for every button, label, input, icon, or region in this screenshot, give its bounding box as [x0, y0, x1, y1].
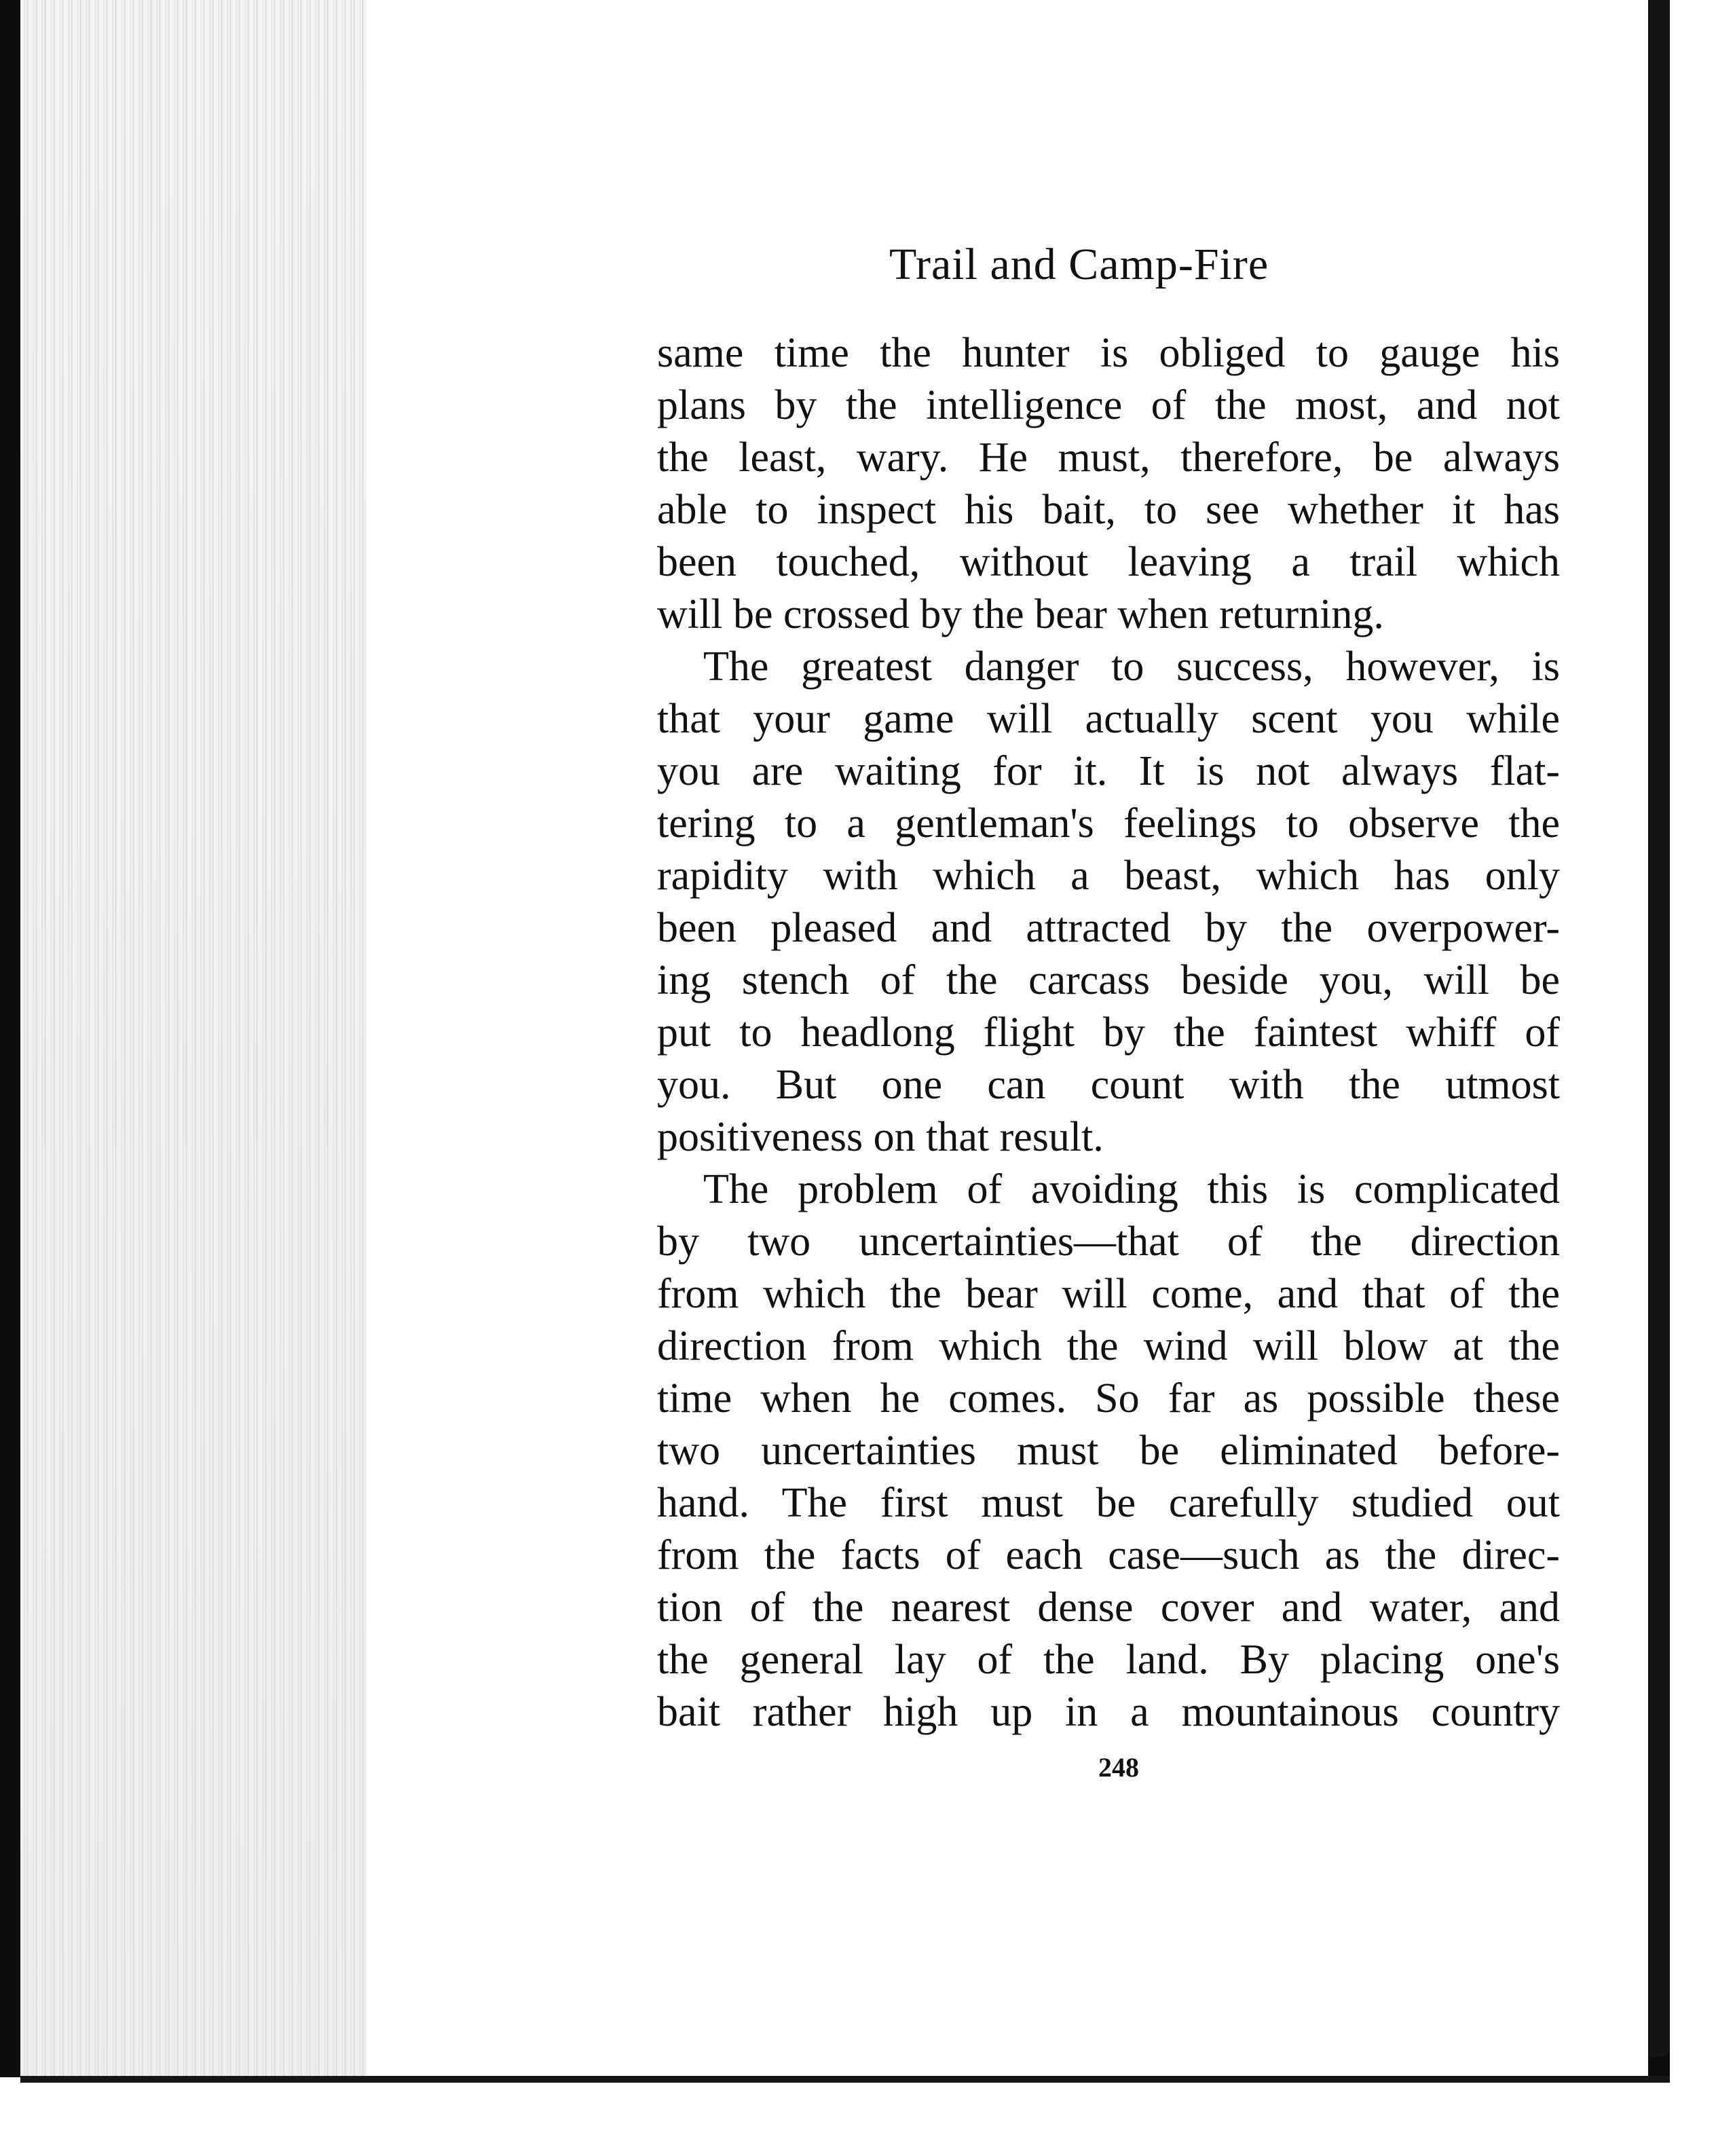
text-line: will be crossed by the bear when returning.	[657, 591, 1384, 637]
book-page-edges	[20, 0, 388, 2077]
text-line: positiveness on that result.	[657, 1114, 1104, 1160]
text-line: tion of the nearest dense cover and water, and	[657, 1584, 1560, 1631]
text-line: rapidity with which a beast, which has only	[657, 853, 1560, 899]
text-line: two uncertainties must be eliminated before-	[657, 1428, 1560, 1474]
text-line: able to inspect his bait, to see whether it has	[657, 487, 1560, 533]
text-line: plans by the intelligence of the most, and not	[657, 382, 1560, 428]
text-line: direction from which the wind will blow at the	[657, 1323, 1560, 1369]
text-line: been touched, without leaving a trail which	[657, 539, 1560, 585]
bottom-margin	[0, 2077, 1716, 2156]
text-line: the general lay of the land. By placing one's	[657, 1637, 1560, 1683]
text-line: you are waiting for it. It is not always flat-	[657, 748, 1560, 794]
text-line: that your game will actually scent you while	[657, 696, 1560, 742]
text-line: bait rather high up in a mountainous country	[657, 1689, 1560, 1735]
text-line: from the facts of each case—such as the direc-	[657, 1532, 1560, 1578]
text-line: time when he comes. So far as possible these	[657, 1375, 1560, 1421]
text-line: The problem of avoiding this is complicated	[703, 1166, 1560, 1212]
running-head: Trail and Camp-Fire	[889, 240, 1269, 289]
text-line: hand. The first must be carefully studied out	[657, 1480, 1560, 1526]
text-line: same time the hunter is obliged to gauge his	[657, 330, 1560, 376]
text-line: you. But one can count with the utmost	[657, 1062, 1560, 1108]
text-line: ing stench of the carcass beside you, will be	[657, 957, 1560, 1003]
right-margin-strip	[1670, 0, 1716, 2077]
text-line: from which the bear will come, and that of the	[657, 1271, 1560, 1317]
bottom-edge-shadow	[20, 2076, 1670, 2083]
text-line: put to headlong flight by the faintest whiff of	[657, 1009, 1560, 1056]
binding-shadow	[1649, 0, 1670, 2057]
body-text	[657, 327, 1560, 1739]
text-line: by two uncertainties—that of the direction	[657, 1219, 1560, 1265]
text-line: tering to a gentleman's feelings to observe the	[657, 800, 1560, 847]
text-line: The greatest danger to success, however, is	[703, 644, 1560, 690]
text-line: the least, wary. He must, therefore, be always	[657, 434, 1560, 481]
text-line: been pleased and attracted by the overpower-	[657, 905, 1560, 951]
page-number: 248	[1098, 1752, 1139, 1783]
